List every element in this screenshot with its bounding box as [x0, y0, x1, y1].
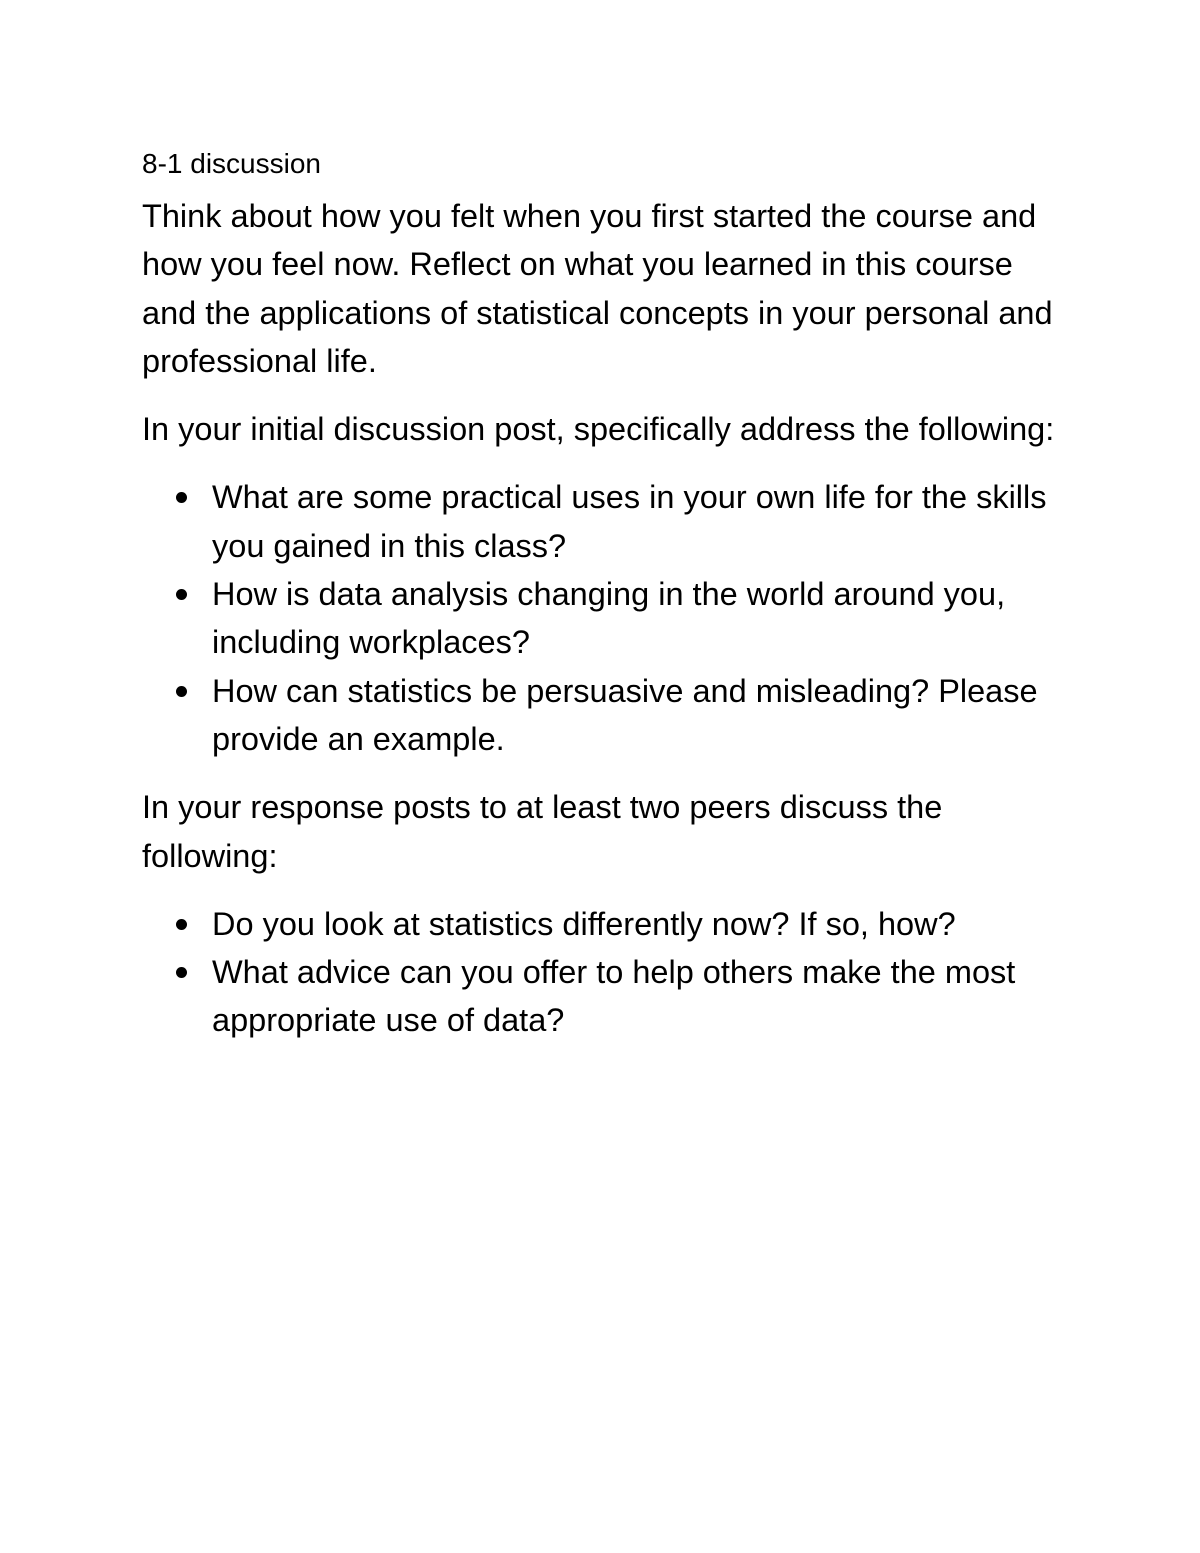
response-posts-list: [142, 900, 1072, 1045]
intro-paragraph: Think about how you felt when you first started the course and how you feel now. Reflect on what you learned in this course and the applications of statistical concepts in your personal and professional life.: [142, 198, 1053, 379]
initial-post-heading: In your initial discussion post, specifically address the following:: [142, 411, 1055, 448]
initial-post-list: [142, 473, 1072, 763]
list-item-text: How is data analysis changing in the world around you, including workplaces?: [212, 576, 1006, 661]
bullet-icon: [176, 589, 187, 600]
list-item-text: How can statistics be persuasive and misleading? Please provide an example.: [212, 672, 1038, 757]
list-item: [142, 570, 1072, 667]
document-title: 8-1 discussion: [142, 148, 321, 179]
list-item-text: Do you look at statistics differently now? If so, how?: [212, 905, 956, 942]
bullet-icon: [176, 492, 187, 503]
list-item: [142, 473, 1072, 570]
document-page: [142, 140, 1072, 1065]
response-posts-heading: In your response posts to at least two peers discuss the following:: [142, 789, 943, 874]
list-item: [142, 948, 1072, 1045]
list-item-text: What advice can you offer to help others make the most appropriate use of data?: [212, 954, 1016, 1039]
bullet-icon: [176, 919, 187, 930]
list-item: [142, 900, 1072, 948]
bullet-icon: [176, 686, 187, 697]
list-item-text: What are some practical uses in your own life for the skills you gained in this class?: [212, 479, 1047, 564]
bullet-icon: [176, 967, 187, 978]
list-item: [142, 667, 1072, 764]
